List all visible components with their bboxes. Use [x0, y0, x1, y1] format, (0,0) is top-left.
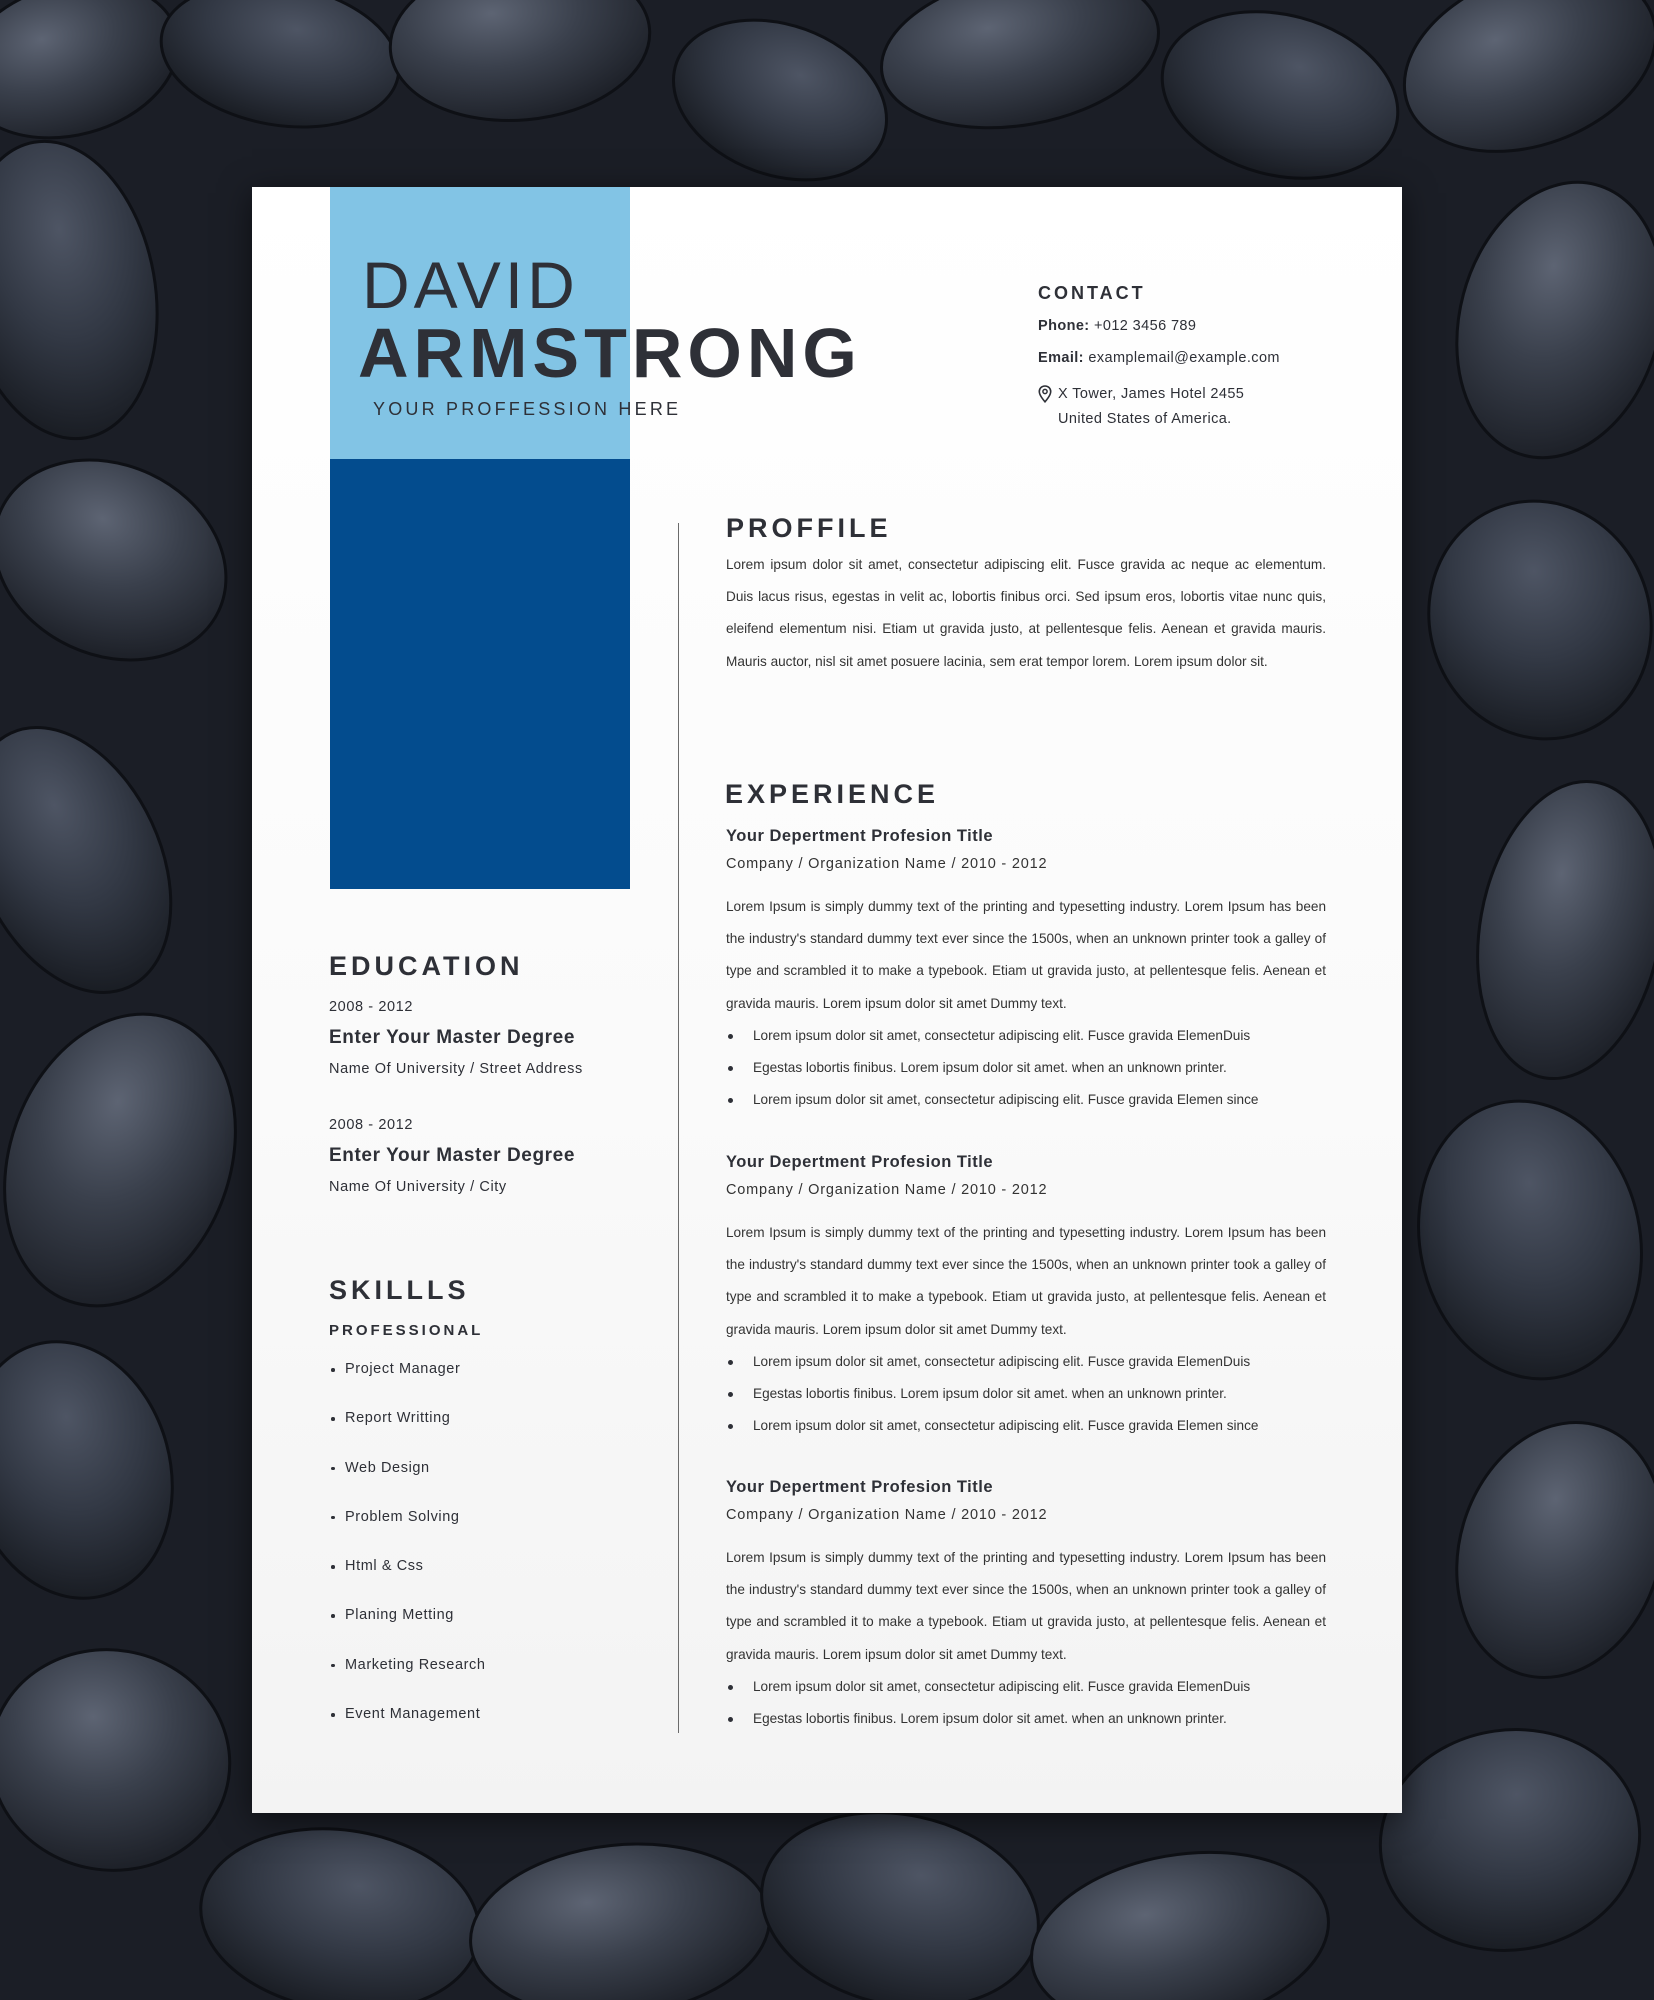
- job-bullet: Egestas lobortis finibus. Lorem ipsum dolor sit amet. when an unknown printer.: [726, 1378, 1326, 1410]
- profession-title: YOUR PROFFESSION HERE: [373, 399, 682, 419]
- email-label: Email:: [1038, 350, 1084, 366]
- skill-item: Event Management: [329, 1704, 486, 1753]
- education-university: Name Of University / City: [329, 1179, 507, 1195]
- profile-title: PROFFILE: [726, 513, 892, 543]
- skill-item: Problem Solving: [329, 1507, 486, 1556]
- profile-text: Lorem ipsum dolor sit amet, consectetur adipiscing elit. Fusce gravida ac neque ac elementum. Duis lacus risus, egestas in velit ac, lobortis finibus orci. Sed ipsum eros, lobortis vitae nunc quis, eleifend elementum nisi. Etiam ut gravida justo, at pellentesque felis. Aenean et gravida mauris. Mauris auctor, nisl sit amet posuere lacinia, sem erat tempor lorem. Lorem ipsum dolor sit.: [726, 557, 1326, 669]
- education-degree: Enter Your Master Degree: [329, 1145, 575, 1166]
- job-bullet: Lorem ipsum dolor sit amet, consectetur adipiscing elit. Fusce gravida ElemenDuis: [726, 1346, 1326, 1378]
- job-bullet: Lorem ipsum dolor sit amet, consectetur adipiscing elit. Fusce gravida Elemen since: [726, 1084, 1326, 1116]
- skills-list: [329, 1359, 486, 1753]
- job-description: Lorem Ipsum is simply dummy text of the printing and typesetting industry. Lorem Ipsum has been the industry's standard dummy text ever since the 1500s, when an unknown printer took a galley of type and scrambled it to make a typebook. Etiam ut gravida justo, at pellentesque felis. Aenean et gravida mauris. Lorem ipsum dolor sit amet Dummy text.: [726, 1550, 1326, 1662]
- skill-item: Web Design: [329, 1458, 486, 1507]
- phone-value: +012 3456 789: [1093, 318, 1197, 334]
- education-entry: [329, 999, 629, 1077]
- experience-title: EXPERIENCE: [725, 779, 940, 809]
- address-line-2: United States of America.: [1058, 411, 1232, 427]
- job-company: Company / Organization Name / 2010 - 2012: [726, 856, 1048, 872]
- phone-label: Phone:: [1038, 318, 1090, 334]
- job-entry: [726, 1153, 1326, 1442]
- job-bullets: [726, 1020, 1326, 1117]
- education-years: 2008 - 2012: [329, 1117, 413, 1133]
- job-bullet: Lorem ipsum dolor sit amet, consectetur adipiscing elit. Fusce gravida Elemen since: [726, 1410, 1326, 1442]
- address-line-1: X Tower, James Hotel 2455: [1058, 386, 1245, 402]
- first-name: DAVID: [362, 248, 579, 322]
- skill-item: Planing Metting: [329, 1605, 486, 1654]
- job-title: Your Depertment Profesion Title: [726, 1478, 994, 1496]
- email-value: examplemail@example.com: [1088, 350, 1280, 366]
- job-bullet: Lorem ipsum dolor sit amet, consectetur adipiscing elit. Fusce gravida ElemenDuis: [726, 1020, 1326, 1052]
- column-divider: [678, 523, 679, 1733]
- skill-item: Html & Css: [329, 1556, 486, 1605]
- education-university: Name Of University / Street Address: [329, 1061, 583, 1077]
- job-entry: [726, 1478, 1326, 1735]
- skills-title: SKILLLS: [329, 1275, 470, 1305]
- last-name: ARMSTRONG: [358, 314, 862, 392]
- education-degree: Enter Your Master Degree: [329, 1027, 575, 1048]
- contact-title: CONTACT: [1038, 283, 1146, 303]
- profile-section: [726, 549, 1326, 678]
- job-bullet: Egestas lobortis finibus. Lorem ipsum dolor sit amet. when an unknown printer.: [726, 1052, 1326, 1084]
- location-pin-icon: [1038, 385, 1052, 403]
- phone-line: [1038, 318, 1368, 350]
- job-description: Lorem Ipsum is simply dummy text of the printing and typesetting industry. Lorem Ipsum has been the industry's standard dummy text ever since the 1500s, when an unknown printer took a galley of type and scrambled it to make a typebook. Etiam ut gravida justo, at pellentesque felis. Aenean et gravida mauris. Lorem ipsum dolor sit amet Dummy text.: [726, 1225, 1326, 1337]
- job-bullet: Egestas lobortis finibus. Lorem ipsum dolor sit amet. when an unknown printer.: [726, 1703, 1326, 1735]
- email-line: [1038, 350, 1368, 382]
- resume-page: [252, 187, 1402, 1813]
- education-entry: [329, 1117, 629, 1195]
- job-company: Company / Organization Name / 2010 - 2012: [726, 1182, 1048, 1198]
- job-title: Your Depertment Profesion Title: [726, 1153, 994, 1171]
- job-description: Lorem Ipsum is simply dummy text of the printing and typesetting industry. Lorem Ipsum has been the industry's standard dummy text ever since the 1500s, when an unknown printer took a galley of type and scrambled it to make a typebook. Etiam ut gravida justo, at pellentesque felis. Aenean et gravida mauris. Lorem ipsum dolor sit amet Dummy text.: [726, 899, 1326, 1011]
- education-years: 2008 - 2012: [329, 999, 413, 1015]
- address: [1038, 382, 1368, 432]
- job-company: Company / Organization Name / 2010 - 2012: [726, 1507, 1048, 1523]
- job-entry: [726, 827, 1326, 1116]
- skills-subtitle: PROFESSIONAL: [329, 1322, 484, 1339]
- skill-item: Marketing Research: [329, 1655, 486, 1704]
- job-title: Your Depertment Profesion Title: [726, 827, 994, 845]
- job-bullets: [726, 1346, 1326, 1443]
- skill-item: Project Manager: [329, 1359, 486, 1408]
- job-bullets: [726, 1671, 1326, 1735]
- job-bullet: Lorem ipsum dolor sit amet, consectetur adipiscing elit. Fusce gravida ElemenDuis: [726, 1671, 1326, 1703]
- education-title: EDUCATION: [329, 951, 524, 981]
- skill-item: Report Writting: [329, 1408, 486, 1457]
- contact-section: [1038, 283, 1368, 432]
- header-accent-dark: [330, 459, 630, 889]
